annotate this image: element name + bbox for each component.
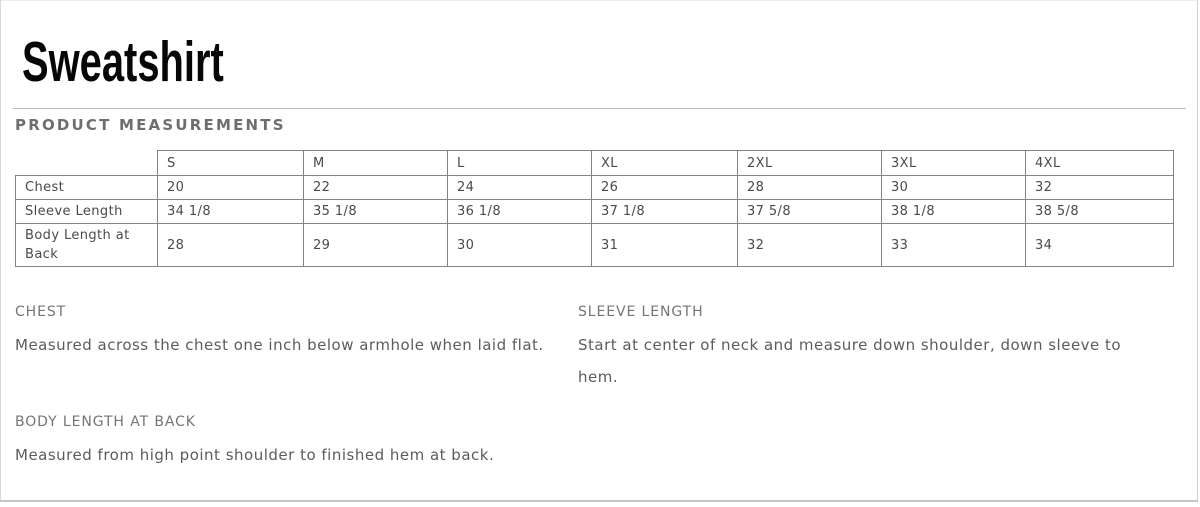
measurement-definitions (15, 303, 1165, 471)
measurement-cell: 37 1/8 (592, 200, 738, 224)
definition-description: Measured from high point shoulder to finished hem at back. (15, 446, 495, 464)
size-header-m: M (304, 151, 448, 176)
measurement-cell: 36 1/8 (448, 200, 592, 224)
measurement-cell: 26 (592, 176, 738, 200)
measurement-cell: 32 (1026, 176, 1174, 200)
size-header-l: L (448, 151, 592, 176)
measurement-cell: 24 (448, 176, 592, 200)
measurement-cell: 38 5/8 (1026, 200, 1174, 224)
section-divider (13, 108, 1186, 109)
measurement-cell: 30 (882, 176, 1026, 200)
page-border-bottom (0, 500, 1198, 502)
measurements-table (15, 150, 1174, 267)
section-heading: PRODUCT MEASUREMENTS (15, 116, 286, 134)
size-header-2xl: 2XL (738, 151, 882, 176)
definition-description: Start at center of neck and measure down shoulder, down sleeve to hem. (578, 336, 1122, 386)
size-header-xl: XL (592, 151, 738, 176)
measurement-cell: 38 1/8 (882, 200, 1026, 224)
row-label-cell: Body Length at Back (16, 224, 158, 267)
measurement-cell: 34 1/8 (158, 200, 304, 224)
table-row-sleeve-length (16, 200, 1174, 224)
page-border-right (1197, 0, 1198, 501)
size-header-3xl: 3XL (882, 151, 1026, 176)
definition-body-length-at-back (15, 413, 578, 471)
definition-term: SLEEVE LENGTH (578, 304, 704, 320)
page-border-left (0, 0, 1, 501)
measurement-cell: 29 (304, 224, 448, 267)
measurement-cell: 28 (158, 224, 304, 267)
measurement-cell: 37 5/8 (738, 200, 882, 224)
table-corner-cell (16, 151, 158, 176)
measurement-cell: 28 (738, 176, 882, 200)
definition-term: CHEST (15, 304, 67, 320)
measurement-cell: 32 (738, 224, 882, 267)
measurement-cell: 34 (1026, 224, 1174, 267)
definition-chest (15, 303, 578, 393)
row-label-cell: Sleeve Length (16, 200, 158, 224)
table-header-row (16, 151, 1174, 176)
size-header-4xl: 4XL (1026, 151, 1174, 176)
row-label-cell: Chest (16, 176, 158, 200)
measurement-cell: 35 1/8 (304, 200, 448, 224)
measurement-cell: 22 (304, 176, 448, 200)
definition-description: Measured across the chest one inch below armhole when laid flat. (15, 336, 544, 354)
definition-sleeve-length (578, 303, 1165, 393)
table-row-chest (16, 176, 1174, 200)
page-border-top (0, 0, 1198, 1)
product-title: Sweatshirt (22, 30, 224, 94)
measurement-cell: 20 (158, 176, 304, 200)
table-row-body-length-at-back (16, 224, 1174, 267)
size-header-s: S (158, 151, 304, 176)
measurement-cell: 33 (882, 224, 1026, 267)
measurement-cell: 30 (448, 224, 592, 267)
measurement-cell: 31 (592, 224, 738, 267)
definition-term: BODY LENGTH AT BACK (15, 414, 196, 430)
